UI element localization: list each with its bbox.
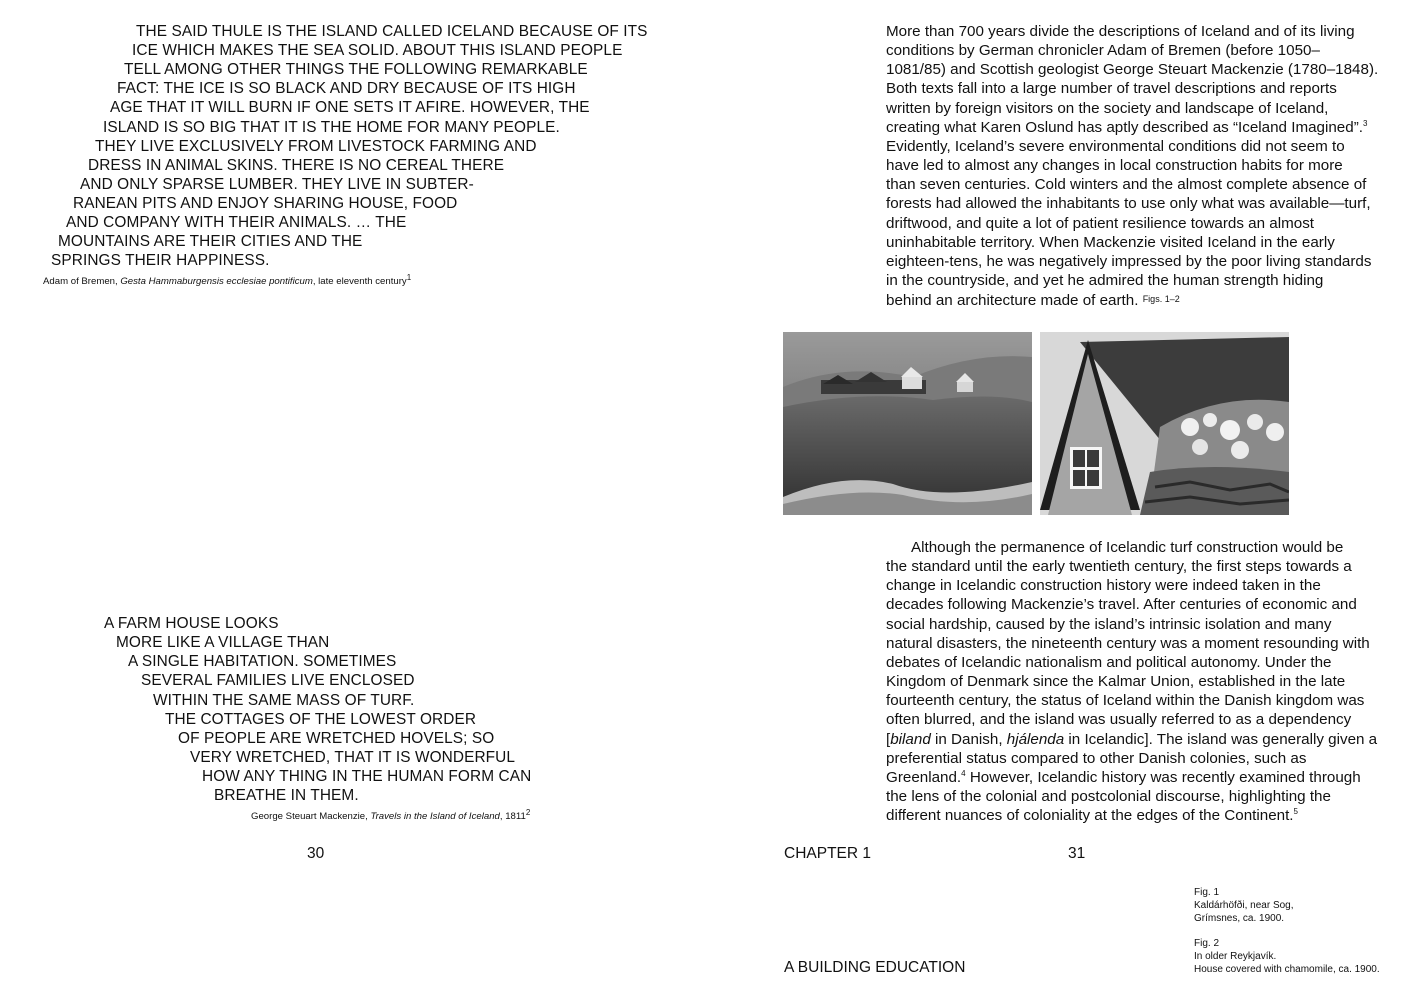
paragraph-line: forests had allowed the inhabitants to use only what was available—turf, — [886, 195, 1371, 213]
paragraph-text: fourteenth century, the status of Iceland within the Danish kingdom was — [886, 692, 1365, 710]
fig1-label: Fig. 1 — [1194, 887, 1220, 898]
quote1-line: AND ONLY SPARSE LUMBER. THEY LIVE IN SUBTER- — [80, 175, 474, 193]
paragraph-line: than seven centuries. Cold winters and the almost complete absence of — [886, 176, 1367, 194]
page-number-left: 30 — [307, 845, 325, 862]
paragraph-line — [886, 806, 1377, 825]
citation-title: Gesta Hammaburgensis ecclesiae pontificum — [120, 276, 313, 287]
paragraph-line — [886, 691, 1377, 710]
citation-rest: , late eleventh century — [312, 276, 407, 287]
italic-term: biland — [890, 730, 931, 748]
footnote-ref: 2 — [525, 807, 531, 817]
citation-author: Adam of Bremen, — [43, 276, 121, 287]
paragraph-line: 1081/85) and Scottish geologist George Steuart Mackenzie (1780–1848). — [886, 61, 1379, 79]
quote1-line: MOUNTAINS ARE THEIR CITIES AND THE — [58, 233, 363, 251]
paragraph-line — [886, 730, 1377, 749]
quote1-line: AGE THAT IT WILL BURN IF ONE SETS IT AFIRE. HOWEVER, THE — [110, 99, 590, 117]
quote1-line: ICE WHICH MAKES THE SEA SOLID. ABOUT THIS ISLAND PEOPLE — [132, 42, 623, 60]
paragraph-line — [886, 615, 1377, 634]
paragraph-line: behind an architecture made of earth. Figs. 1–2 — [886, 292, 1180, 310]
figure-reference: Figs. 1–2 — [1142, 294, 1180, 305]
quote1-line: DRESS IN ANIMAL SKINS. THERE IS NO CEREAL THERE — [88, 156, 505, 174]
paragraph-line: More than 700 years divide the descriptions of Iceland and of its living — [886, 23, 1355, 40]
page-number-right: 31 — [1068, 845, 1086, 862]
paragraph-text: Greenland. — [886, 768, 962, 786]
paragraph-text: decades following Mackenzie’s travel. After centuries of economic and — [886, 596, 1357, 614]
chapter-label: CHAPTER 1 — [784, 845, 871, 862]
paragraph-text: in Icelandic]. The island was generally given a — [1064, 730, 1378, 748]
paragraph-text: Although the permanence of Icelandic turf construction would be — [911, 539, 1344, 556]
paragraph-line — [886, 672, 1377, 691]
quote1-line: AND COMPANY WITH THEIR ANIMALS. … THE — [66, 214, 407, 231]
paragraph-text: [ — [886, 730, 891, 748]
footnote-ref: 3 — [1362, 118, 1368, 128]
quote2-line: THE COTTAGES OF THE LOWEST ORDER — [165, 710, 477, 728]
quote2-line: BREATHE IN THEM. — [214, 787, 359, 805]
footnote-ref: 5 — [1293, 807, 1298, 817]
quote1-citation — [43, 272, 412, 287]
footnote-ref: 4 — [961, 768, 966, 778]
paragraph-line — [886, 749, 1377, 768]
footnote-ref: 1 — [406, 272, 412, 282]
paragraph-line: have led to almost any changes in local construction habits for more — [886, 157, 1343, 175]
paragraph-text: different nuances of coloniality at the edges of the Continent. — [886, 807, 1294, 825]
paragraph-text: Kingdom of Denmark since the Kalmar Union, established in the late — [886, 673, 1346, 691]
paragraph-line: uninhabitable territory. When Mackenzie visited Iceland in the early — [886, 233, 1335, 251]
paragraph-line — [886, 787, 1377, 806]
paragraph-text: natural disasters, the nineteenth century was a moment resounding with — [886, 634, 1370, 652]
paragraph-line — [886, 653, 1377, 672]
paragraph-line: Both texts fall into a large number of travel descriptions and reports — [886, 80, 1337, 98]
paragraph-line — [886, 595, 1377, 614]
paragraph-line — [886, 768, 1377, 787]
paragraph-text: in Danish, — [930, 730, 1007, 748]
paragraph-text: social hardship, caused by the island’s intrinsic isolation and many — [886, 615, 1332, 633]
quote1-line: THEY LIVE EXCLUSIVELY FROM LIVESTOCK FARMING AND — [95, 137, 537, 155]
quote2-line: VERY WRETCHED, THAT IT IS WONDERFUL — [190, 749, 516, 767]
quote2-line: A SINGLE HABITATION. SOMETIMES — [128, 653, 397, 671]
quote1-line: FACT: THE ICE IS SO BLACK AND DRY BECAUSE OF ITS HIGH — [117, 80, 576, 98]
quote2-citation — [251, 807, 531, 822]
fig2-label: Fig. 2 — [1194, 938, 1220, 950]
citation-rest: , 1811 — [499, 811, 526, 822]
paragraph-line: Evidently, Iceland’s severe environmental conditions did not seem to — [886, 137, 1345, 155]
paragraph-line: creating what Karen Oslund has aptly described as “Iceland Imagined”.$^3$ — [886, 118, 1368, 136]
paragraph-line: in the countryside, and yet he admired the human strength hiding — [886, 272, 1324, 290]
paragraph-line — [886, 710, 1377, 729]
paragraph-line — [886, 634, 1377, 653]
italic-term: hjálenda — [1006, 730, 1065, 748]
quote2-line: SEVERAL FAMILIES LIVE ENCLOSED — [141, 672, 415, 690]
fig2-caption-line1: In older Reykjavík. — [1194, 950, 1277, 962]
figure-captions — [1194, 887, 1380, 977]
paragraph-line — [886, 538, 1377, 557]
paragraph-line: conditions by German chronicler Adam of Bremen (before 1050– — [886, 42, 1320, 60]
paragraph-line: written by foreign visitors on the society and landscape of Iceland, — [886, 99, 1329, 117]
quote2-line: OF PEOPLE ARE WRETCHED HOVELS; SO — [178, 729, 495, 747]
quote2-line: MORE LIKE A VILLAGE THAN — [116, 634, 330, 652]
paragraph-text: debates of Icelandic nationalism and political autonomy. Under the — [886, 653, 1332, 671]
paragraph-line: eighteen-tens, he was negatively impressed by the poor living standards — [886, 252, 1372, 270]
body-paragraph-1 — [886, 22, 1378, 310]
fig2-caption-line2: House covered with chamomile, ca. 1900. — [1194, 963, 1380, 975]
figure-1-photo — [783, 332, 1032, 515]
quote1-line: RANEAN PITS AND ENJOY SHARING HOUSE, FOOD — [73, 194, 458, 212]
body-paragraph-2 — [886, 538, 1377, 825]
paragraph-line: driftwood, and quite a lot of patient resilience towards an almost — [886, 214, 1315, 232]
quote2-line: WITHIN THE SAME MASS OF TURF. — [153, 691, 415, 709]
paragraph-text: the standard until the early twentieth century, the first steps towards a — [886, 558, 1352, 576]
section-title: A BUILDING EDUCATION — [784, 959, 966, 976]
paragraph-text: often blurred, and the island was usually referred to as a dependency — [886, 711, 1352, 729]
paragraph-text: preferential status compared to other Danish colonies, such as — [886, 749, 1307, 767]
quote1-line: ISLAND IS SO BIG THAT IT IS THE HOME FOR MANY PEOPLE. — [103, 118, 560, 136]
quote2-line: HOW ANY THING IN THE HUMAN FORM CAN — [202, 768, 532, 786]
paragraph-line — [886, 557, 1377, 576]
fig1-caption-line1: Kaldárhöfði, near Sog, — [1194, 899, 1294, 911]
figure-2-photo — [1040, 332, 1289, 515]
quote2-line: A FARM HOUSE LOOKS — [104, 615, 279, 632]
fig1-caption-line2: Grímsnes, ca. 1900. — [1194, 912, 1285, 924]
paragraph-line — [886, 576, 1377, 595]
paragraph-text: the lens of the colonial and postcolonial discourse, highlighting the — [886, 788, 1331, 806]
citation-author: George Steuart Mackenzie, — [251, 811, 371, 822]
quote1-line: THE SAID THULE IS THE ISLAND CALLED ICELAND BECAUSE OF ITS — [136, 23, 648, 40]
citation-title: Travels in the Island of Iceland — [370, 811, 500, 822]
paragraph-text: However, Icelandic history was recently examined through — [965, 768, 1361, 786]
quote1-line: TELL AMONG OTHER THINGS THE FOLLOWING REMARKABLE — [124, 61, 588, 79]
paragraph-text: change in Icelandic construction history were indeed taken in the — [886, 577, 1321, 595]
quote1-line: SPRINGS THEIR HAPPINESS. — [51, 252, 270, 270]
